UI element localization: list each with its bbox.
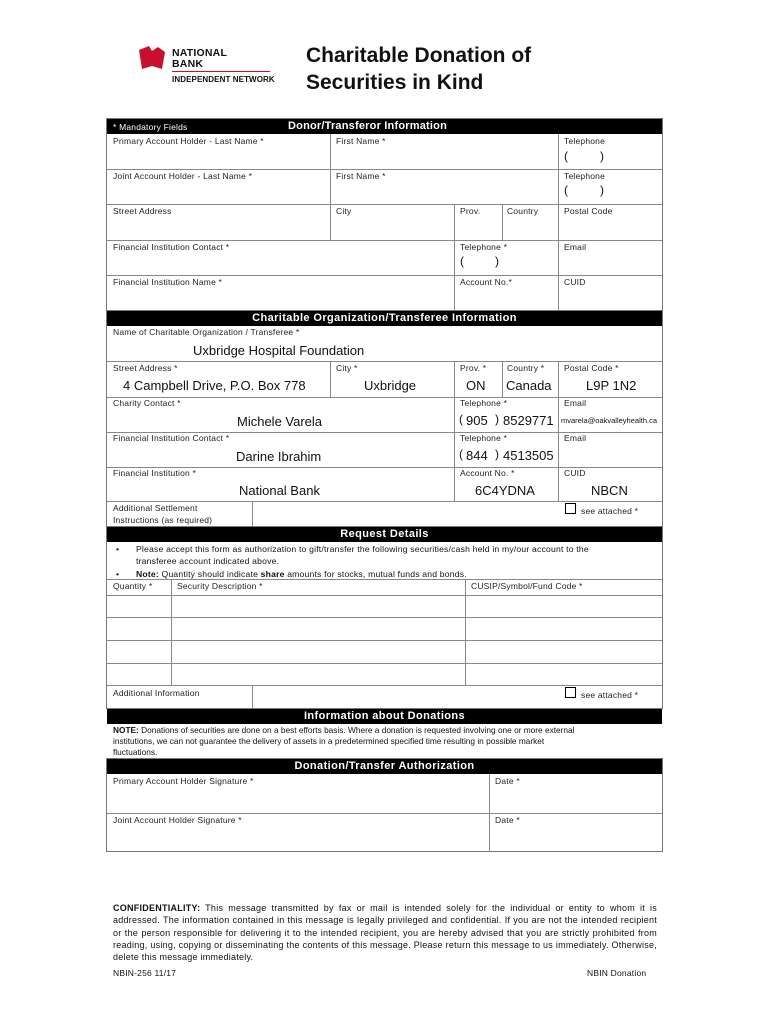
settlement-see-attached-label: see attached * — [581, 506, 639, 516]
request-header: Request Details — [107, 527, 662, 542]
logo-line-1: NATIONAL — [172, 47, 228, 59]
confidentiality-notice — [113, 902, 657, 963]
donor-cuid-field[interactable] — [559, 287, 661, 309]
joint-signature-field[interactable] — [108, 826, 488, 851]
charity-contact-label: Charity Contact * — [113, 398, 181, 408]
bullet-1-line-2: transferee account indicated above. — [136, 556, 280, 566]
joint-first-name-field[interactable] — [331, 181, 557, 203]
col-security-header: Security Description * — [177, 581, 263, 591]
joint-phone-open-paren: ( — [564, 183, 568, 197]
charity-fi-phone-open-paren: ( — [459, 447, 463, 461]
joint-first-name-label: First Name * — [336, 171, 386, 181]
donor-fi-email-field[interactable] — [559, 252, 661, 274]
note-text-1: Quantity should indicate — [158, 569, 261, 579]
security-field-2[interactable] — [172, 618, 464, 639]
primary-first-name-field[interactable] — [331, 146, 557, 168]
charity-fi-phone[interactable]: 4513505 — [503, 448, 554, 463]
security-field-1[interactable] — [172, 596, 464, 616]
charity-contact-value[interactable]: Michele Varela — [237, 414, 323, 429]
donor-fi-phone-open-paren: ( — [460, 254, 464, 268]
charity-contact-phone[interactable]: 8529771 — [503, 413, 554, 428]
donor-cuid-label: CUID — [564, 277, 586, 287]
primary-date-field[interactable] — [490, 787, 661, 812]
charity-cuid-value[interactable]: NBCN — [591, 483, 628, 498]
joint-date-label: Date * — [495, 815, 520, 825]
primary-signature-label: Primary Account Holder Signature * — [113, 776, 254, 786]
donor-header-label: Donor/Transferor Information — [288, 120, 447, 132]
charity-phone-open-paren: ( — [459, 412, 463, 426]
info-header: Information about Donations — [107, 709, 662, 724]
security-field-4[interactable] — [172, 664, 464, 684]
donor-postal-label: Postal Code — [564, 206, 613, 216]
primary-phone-open-paren: ( — [564, 149, 568, 163]
settlement-label-2: Instructions (as required) — [113, 515, 213, 525]
donor-fi-contact-field[interactable] — [108, 252, 453, 274]
charity-country-label: Country * — [507, 363, 545, 373]
donor-postal-field[interactable] — [559, 217, 661, 239]
charity-contact-area-code[interactable]: 905 — [466, 413, 488, 428]
charity-phone-close-paren: ) — [495, 412, 499, 426]
donor-country-field[interactable] — [503, 217, 557, 239]
charity-city-value[interactable]: Uxbridge — [364, 378, 417, 393]
form-code: NBIN-256 11/17 — [113, 968, 177, 978]
donor-fi-telephone-label: Telephone * — [460, 242, 508, 252]
logo-divider — [172, 71, 270, 72]
quantity-field-4[interactable] — [108, 664, 170, 684]
charity-cuid-label: CUID — [564, 468, 586, 478]
charity-fi-email-label: Email — [564, 433, 587, 443]
donor-prov-field[interactable] — [455, 217, 501, 239]
mandatory-note: * Mandatory Fields — [113, 122, 188, 132]
donor-account-label: Account No.* — [460, 277, 513, 287]
info-note-line-3: fluctuations. — [113, 747, 158, 757]
cusip-field-1[interactable] — [466, 596, 661, 616]
quantity-field-3[interactable] — [108, 641, 170, 662]
joint-date-field[interactable] — [490, 826, 661, 851]
national-bank-logo-icon — [138, 44, 166, 70]
charity-fi-contact-value[interactable]: Darine Ibrahim — [236, 449, 322, 464]
charity-prov-label: Prov. * — [460, 363, 487, 373]
charity-fi-telephone-label: Telephone * — [460, 433, 508, 443]
additional-see-attached-checkbox[interactable] — [565, 687, 576, 698]
charity-postal-label: Postal Code * — [564, 363, 619, 373]
settlement-see-attached-checkbox[interactable] — [565, 503, 576, 514]
charity-name-label: Name of Charitable Organization / Transferee * — [113, 327, 300, 337]
charity-account-value[interactable]: 6C4YDNA — [475, 483, 535, 498]
charity-header: Charitable Organization/Transferee Information — [107, 311, 662, 326]
joint-phone-close-paren: ) — [600, 183, 604, 197]
additional-see-attached-label: see attached * — [581, 690, 639, 700]
document-title — [306, 42, 606, 96]
charity-contact-email[interactable]: mvarela@oakvalleyhealth.ca — [561, 416, 657, 425]
bullet-1-line-1: Please accept this form as authorization to gift/transfer the following securities/cash held in my/our account to the — [136, 544, 589, 554]
joint-signature-label: Joint Account Holder Signature * — [113, 815, 242, 825]
col-quantity-header: Quantity * — [113, 581, 153, 591]
charity-fi-value[interactable]: National Bank — [239, 483, 320, 498]
charity-country-value[interactable]: Canada — [506, 378, 552, 393]
info-note-text-1: Donations of securities are done on a best efforts basis. Where a donation is requested involving one or more external — [138, 725, 575, 735]
quantity-field-2[interactable] — [108, 618, 170, 639]
primary-last-name-field[interactable] — [108, 146, 329, 168]
charity-postal-value[interactable]: L9P 1N2 — [586, 378, 637, 393]
donor-fi-name-label: Financial Institution Name * — [113, 277, 223, 287]
info-note-bold: NOTE: — [113, 725, 139, 735]
title-line-1: Charitable Donation of — [306, 44, 532, 67]
donor-fi-contact-label: Financial Institution Contact * — [113, 242, 230, 252]
charity-fi-contact-label: Financial Institution Contact * — [113, 433, 230, 443]
primary-first-name-label: First Name * — [336, 136, 386, 146]
additional-info-field[interactable] — [253, 686, 563, 708]
charity-fi-area-code[interactable]: 844 — [466, 448, 488, 463]
info-note-line-2: institutions, we can not guarantee the delivery of assets in a predetermined specified time resulting in possible market — [113, 736, 545, 746]
bullet-2-marker: • — [116, 569, 120, 579]
donor-fi-telephone-field[interactable] — [455, 252, 557, 274]
bullet-1-marker: • — [116, 544, 120, 554]
info-note-line-1 — [113, 725, 575, 736]
charity-street-label: Street Address * — [113, 363, 178, 373]
title-line-2: Securities in Kind — [306, 71, 484, 94]
joint-telephone-label: Telephone — [564, 171, 606, 181]
logo-line-2: BANK — [172, 58, 204, 70]
cusip-field-4[interactable] — [466, 664, 661, 684]
joint-telephone-field[interactable] — [559, 181, 661, 203]
donor-fi-email-label: Email — [564, 242, 587, 252]
settlement-label-1: Additional Settlement — [113, 503, 198, 513]
confidentiality-bold: CONFIDENTIALITY: — [113, 903, 201, 913]
quantity-field-1[interactable] — [108, 596, 170, 616]
donor-street-label: Street Address — [113, 206, 172, 216]
charity-telephone-label: Telephone * — [460, 398, 508, 408]
col-cusip-header: CUSIP/Symbol/Fund Code * — [471, 581, 583, 591]
footer-label: NBIN Donation — [587, 968, 647, 978]
donor-prov-label: Prov. — [460, 206, 481, 216]
donor-country-label: Country — [507, 206, 539, 216]
donor-city-field[interactable] — [331, 217, 453, 239]
joint-last-name-field[interactable] — [108, 181, 329, 203]
security-field-3[interactable] — [172, 641, 464, 662]
primary-date-label: Date * — [495, 776, 520, 786]
auth-header: Donation/Transfer Authorization — [107, 759, 662, 774]
donor-fi-name-field[interactable] — [108, 287, 453, 309]
primary-signature-field[interactable] — [108, 787, 488, 812]
cusip-field-2[interactable] — [466, 618, 661, 639]
confidentiality-text: This message transmitted by fax or mail is intended solely for the individual or entity to whom it is addressed. The information contained in this message is legally privileged and confidential. If you are not the intended recipient or the person responsible for delivering it to the intended recipient, you are hereby advised that you are strictly prohibited from reading, using, copying or disseminating the contents of this message. Please return this message to us immediately. Otherwise, delete this message immediately. — [113, 903, 657, 963]
donor-fi-phone-close-paren: ) — [495, 254, 499, 268]
note-text-2: amounts for stocks, mutual funds and bonds. — [284, 569, 467, 579]
primary-telephone-field[interactable] — [559, 146, 661, 168]
donor-city-label: City — [336, 206, 352, 216]
primary-last-name-label: Primary Account Holder - Last Name * — [113, 136, 264, 146]
settlement-instructions-field[interactable] — [253, 502, 563, 526]
charity-city-label: City * — [336, 363, 358, 373]
charity-prov-value[interactable]: ON — [466, 378, 486, 393]
cusip-field-3[interactable] — [466, 641, 661, 662]
joint-last-name-label: Joint Account Holder - Last Name * — [113, 171, 253, 181]
primary-telephone-label: Telephone — [564, 136, 606, 146]
donor-street-field[interactable] — [108, 217, 329, 239]
logo-line-3: INDEPENDENT NETWORK — [172, 75, 275, 84]
charity-email-label: Email — [564, 398, 587, 408]
charity-account-label: Account No. * — [460, 468, 515, 478]
note-share: share — [260, 569, 285, 579]
charity-name-value[interactable]: Uxbridge Hospital Foundation — [193, 343, 365, 358]
additional-info-label: Additional Information — [113, 688, 200, 698]
donor-account-field[interactable] — [455, 287, 557, 309]
charity-fi-label: Financial Institution * — [113, 468, 197, 478]
note-bold: Note: — [136, 569, 159, 579]
primary-phone-close-paren: ) — [600, 149, 604, 163]
charity-street-value[interactable]: 4 Campbell Drive, P.O. Box 778 — [123, 378, 306, 393]
charity-fi-phone-close-paren: ) — [495, 447, 499, 461]
charity-fi-email-field[interactable] — [559, 443, 661, 465]
